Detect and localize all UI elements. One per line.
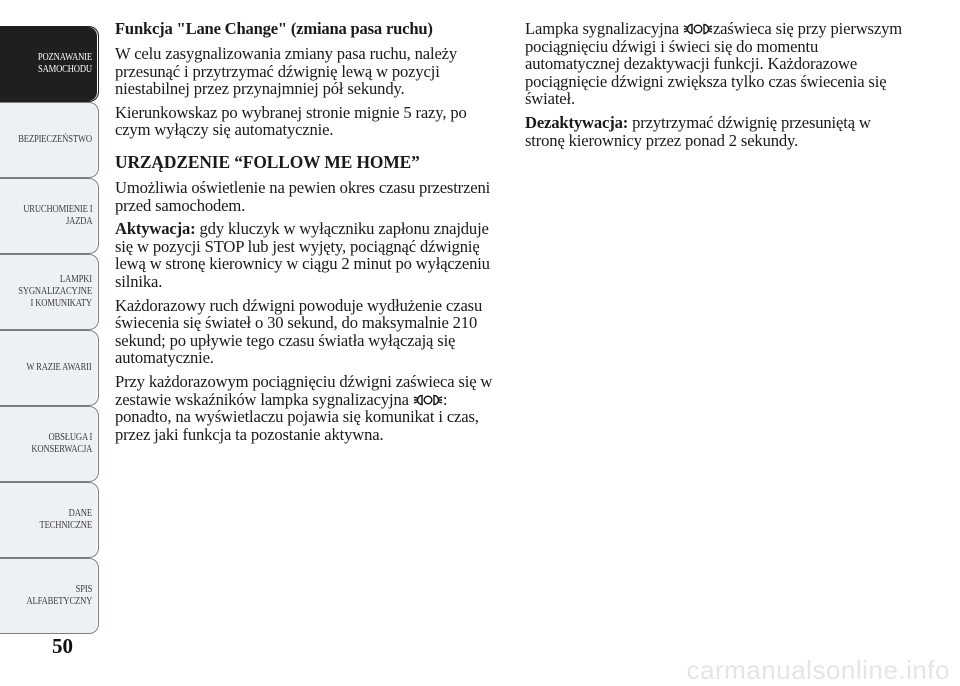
follow-me-home-paragraph-1: Umożliwia oświetlenie na pewien okres czasu przestrzeni przed samochodem. (115, 177, 491, 215)
paragraph-4-start: Przy każdorazowym pociągnięciu dźwigni zaświeca się w zestawie wskaźników lampka sygnalizacyjna (115, 371, 493, 409)
page-number: 50 (52, 634, 73, 658)
deactivation-paragraph (525, 114, 905, 149)
tab-label: W RAZIE AWARII (26, 362, 92, 373)
tab-label: URUCHOMIENIE I JAZDA (22, 204, 92, 227)
follow-me-home-lamp-icon (413, 393, 443, 407)
tab-spis-alfabetyczny[interactable] (0, 558, 99, 634)
lane-change-paragraph-1: W celu zasygnalizowania zmiany pasa ruchu, należy przesunąć i przytrzymać dźwignię lewą w pozycji niestabilnej przez przynajmniej pół sekundy. (115, 44, 458, 99)
follow-me-home-paragraph-4 (115, 373, 497, 443)
tab-dane-techniczne[interactable] (0, 482, 99, 558)
tab-label: DANE TECHNICZNE (39, 508, 92, 531)
lamp-paragraph-end: zaświeca się przy pierwszym pociągnięciu dźwigi i świeci się do momentu automatycznej dezaktywacji funkcji. Każdorazowe pociągnięcie dźwigni zwiększa tylko czas świecenia się świateł. (525, 19, 902, 109)
tab-uruchomienie-i-jazda[interactable] (0, 178, 99, 254)
watermark-text: carmanualsonline.info (686, 655, 950, 685)
activation-label: Aktywacja: (115, 219, 196, 239)
lane-change-title: Funkcja "Lane Change" (zmiana pasa ruchu) (115, 19, 433, 38)
lamp-paragraph-start: Lampka sygnalizacyjna (525, 19, 683, 38)
deactivation-label: Dezaktywacja: (525, 112, 629, 132)
follow-me-home-heading: URZĄDZENIE “FOLLOW ME HOME” (115, 151, 420, 172)
tab-label: BEZPIECZEŃSTWO (18, 134, 92, 145)
tab-bezpieczenstwo[interactable] (0, 102, 99, 178)
tab-w-razie-awarii[interactable] (0, 330, 99, 406)
tab-label: POZNAWANIE SAMOCHODU (37, 52, 92, 75)
tab-lampki-sygnalizacyjne[interactable] (0, 254, 99, 330)
lamp-paragraph (525, 20, 905, 108)
deactivation-text: przytrzymać dźwignię przesuniętą w stronę kierownicy przez ponad 2 sekundy. (525, 112, 871, 150)
tab-label: OBSŁUGA I KONSERWACJA (31, 432, 92, 455)
right-column (525, 20, 905, 155)
tab-obsluga-i-konserwacja[interactable] (0, 406, 99, 482)
tab-label: LAMPKI SYGNALIZACYJNE I KOMUNIKATY (18, 274, 92, 309)
follow-me-home-lamp-icon (683, 22, 713, 36)
activation-paragraph (115, 220, 497, 290)
lane-change-paragraph-2: Kierunkowskaz po wybranej stronie mignie 5 razy, po czym wyłączy się automatycznie. (115, 102, 467, 140)
tab-label: SPIS ALFABETYCZNY (26, 584, 92, 607)
left-column (115, 20, 497, 449)
paragraph-4-end: : ponadto, na wyświetlaczu pojawia się komunikat i czas, przez jaki funkcja ta pozostanie aktywna. (115, 389, 479, 444)
tab-poznawanie-samochodu[interactable] (0, 26, 99, 102)
follow-me-home-paragraph-3: Każdorazowy ruch dźwigni powoduje wydłużenie czasu świecenia się świateł o 30 sekund, do maksymalnie 210 sekund; po upływie tego czasu światła wyłączają się automatycznie. (115, 295, 483, 368)
activation-text: gdy kluczyk w wyłączniku zapłonu znajduje się w pozycji STOP lub jest wyjęty, pociągnąć dźwignię lewą w stronę kierownicy w ciągu 2 minut po wyłączeniu silnika. (115, 219, 490, 291)
